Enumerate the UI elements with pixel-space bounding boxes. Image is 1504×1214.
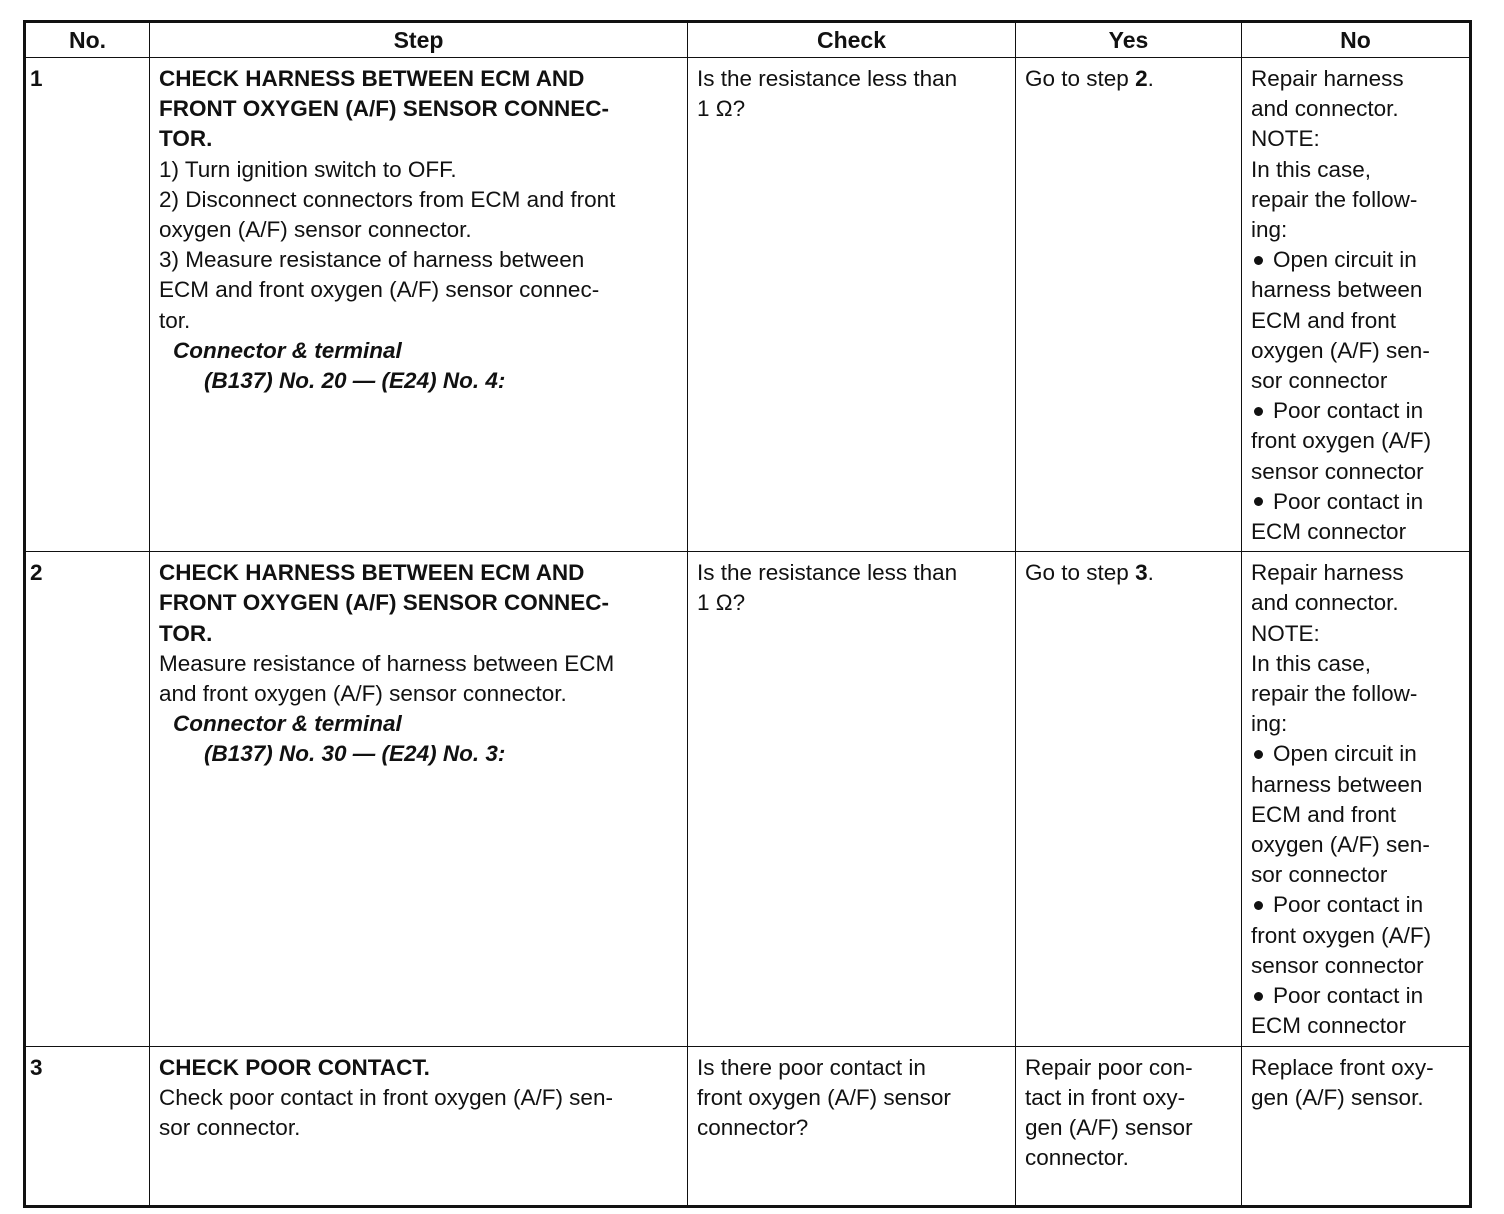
yes-cell (1016, 58, 1242, 552)
header-yes: Yes (1016, 22, 1242, 58)
table-row (25, 1046, 1471, 1206)
step-text: 2) Disconnect connectors from ECM and front (159, 186, 616, 212)
no-text: Replace front oxy- (1251, 1054, 1434, 1080)
check-text: 1 Ω? (697, 590, 746, 616)
bullet-text: ECM connector (1251, 1013, 1407, 1039)
no-text: Repair harness (1251, 560, 1404, 586)
step-text: Check poor contact in front oxygen (A/F) sen- (159, 1084, 613, 1110)
step-text: Measure resistance of harness between ECM (159, 650, 615, 676)
no-cell (1242, 58, 1471, 552)
step-number: 3 (25, 1046, 150, 1206)
no-text: NOTE: (1251, 620, 1320, 646)
check-cell (688, 552, 1016, 1046)
bullet-text: sor connector (1251, 862, 1388, 888)
bullet-text: oxygen (A/F) sen- (1251, 832, 1430, 858)
yes-text: connector. (1025, 1145, 1129, 1171)
step-title: FRONT OXYGEN (A/F) SENSOR CONNEC- (159, 590, 610, 616)
check-text: 1 Ω? (697, 96, 746, 122)
bullet-text: front oxygen (A/F) (1251, 922, 1432, 948)
yes-step-link: 2 (1135, 66, 1148, 91)
no-text: Repair harness (1251, 66, 1404, 91)
bullet-icon (1254, 497, 1263, 506)
bullet-text: oxygen (A/F) sen- (1251, 337, 1430, 363)
connector-terminal: (B137) No. 30 — (E24) No. 3: (204, 741, 506, 767)
connector-label: Connector & terminal (173, 337, 402, 363)
no-text: In this case, (1251, 650, 1372, 676)
step-cell (150, 58, 688, 552)
bullet-text: Poor contact in (1273, 983, 1424, 1009)
bullet-icon (1254, 750, 1263, 759)
bullet-text: Poor contact in (1273, 488, 1424, 514)
no-text: gen (A/F) sensor. (1251, 1084, 1424, 1110)
step-cell (150, 1046, 688, 1206)
yes-prefix: Go to step (1025, 66, 1136, 91)
no-cell (1242, 1046, 1471, 1206)
step-text: 1) Turn ignition switch to OFF. (159, 156, 457, 182)
step-text: oxygen (A/F) sensor connector. (159, 217, 472, 243)
bullet-text: sor connector (1251, 368, 1388, 394)
check-cell (688, 58, 1016, 552)
table-row (25, 552, 1471, 1046)
step-text: 3) Measure resistance of harness between (159, 247, 585, 273)
table-row (25, 58, 1471, 552)
bullet-text: sensor connector (1251, 458, 1424, 484)
step-cell (150, 552, 688, 1046)
check-cell (688, 1046, 1016, 1206)
no-cell (1242, 552, 1471, 1046)
bullet-icon (1254, 901, 1263, 910)
header-no-result: No (1242, 22, 1471, 58)
check-text: Is the resistance less than (697, 560, 958, 586)
bullet-text: harness between (1251, 771, 1423, 797)
check-text: Is the resistance less than (697, 66, 958, 91)
step-title: CHECK POOR CONTACT. (159, 1054, 430, 1080)
no-text: repair the follow- (1251, 186, 1418, 212)
yes-cell (1016, 552, 1242, 1046)
yes-suffix: . (1147, 66, 1154, 91)
check-text: front oxygen (A/F) sensor (697, 1084, 951, 1110)
yes-prefix: Go to step (1025, 560, 1136, 586)
bullet-text: Open circuit in (1273, 741, 1417, 767)
no-text: ing: (1251, 711, 1288, 737)
step-title: TOR. (159, 620, 213, 646)
header-no: No. (25, 22, 150, 58)
step-title: TOR. (159, 126, 213, 152)
yes-text: Repair poor con- (1025, 1054, 1193, 1080)
step-title: CHECK HARNESS BETWEEN ECM AND (159, 560, 585, 586)
no-text: NOTE: (1251, 126, 1320, 152)
step-text: ECM and front oxygen (A/F) sensor connec- (159, 277, 600, 303)
bullet-text: ECM and front (1251, 307, 1397, 333)
yes-step-link: 3 (1135, 560, 1148, 586)
bullet-text: Open circuit in (1273, 247, 1417, 273)
no-text: and connector. (1251, 590, 1399, 616)
header-step: Step (150, 22, 688, 58)
bullet-text: harness between (1251, 277, 1423, 303)
bullet-item (1251, 981, 1461, 1011)
yes-suffix: . (1147, 560, 1154, 586)
bullet-text: sensor connector (1251, 952, 1424, 978)
bullet-item (1251, 739, 1461, 769)
bullet-item (1251, 890, 1461, 920)
connector-terminal: (B137) No. 20 — (E24) No. 4: (204, 368, 506, 394)
connector-label: Connector & terminal (173, 711, 402, 737)
bullet-text: front oxygen (A/F) (1251, 428, 1432, 454)
check-text: Is there poor contact in (697, 1054, 926, 1080)
step-title: CHECK HARNESS BETWEEN ECM AND (159, 66, 585, 91)
step-text: sor connector. (159, 1114, 301, 1140)
header-check: Check (688, 22, 1016, 58)
step-number: 2 (25, 552, 150, 1046)
check-text: connector? (697, 1114, 809, 1140)
step-text: tor. (159, 307, 191, 333)
no-text: In this case, (1251, 156, 1372, 182)
yes-text: gen (A/F) sensor (1025, 1114, 1193, 1140)
step-number: 1 (25, 58, 150, 552)
yes-cell (1016, 1046, 1242, 1206)
no-text: ing: (1251, 217, 1288, 243)
step-title: FRONT OXYGEN (A/F) SENSOR CONNEC- (159, 96, 610, 122)
bullet-text: Poor contact in (1273, 892, 1424, 918)
bullet-item (1251, 245, 1461, 275)
bullet-text: Poor contact in (1273, 398, 1424, 424)
bullet-icon (1254, 256, 1263, 265)
no-text: repair the follow- (1251, 681, 1418, 707)
bullet-icon (1254, 407, 1263, 416)
bullet-item (1251, 396, 1461, 426)
bullet-text: ECM and front (1251, 801, 1397, 827)
yes-text: tact in front oxy- (1025, 1084, 1186, 1110)
header-row (25, 22, 1471, 58)
diagnostic-table (23, 20, 1472, 1208)
no-text: and connector. (1251, 96, 1399, 122)
bullet-item (1251, 487, 1461, 517)
bullet-text: ECM connector (1251, 519, 1407, 545)
bullet-icon (1254, 992, 1263, 1001)
step-text: and front oxygen (A/F) sensor connector. (159, 681, 567, 707)
